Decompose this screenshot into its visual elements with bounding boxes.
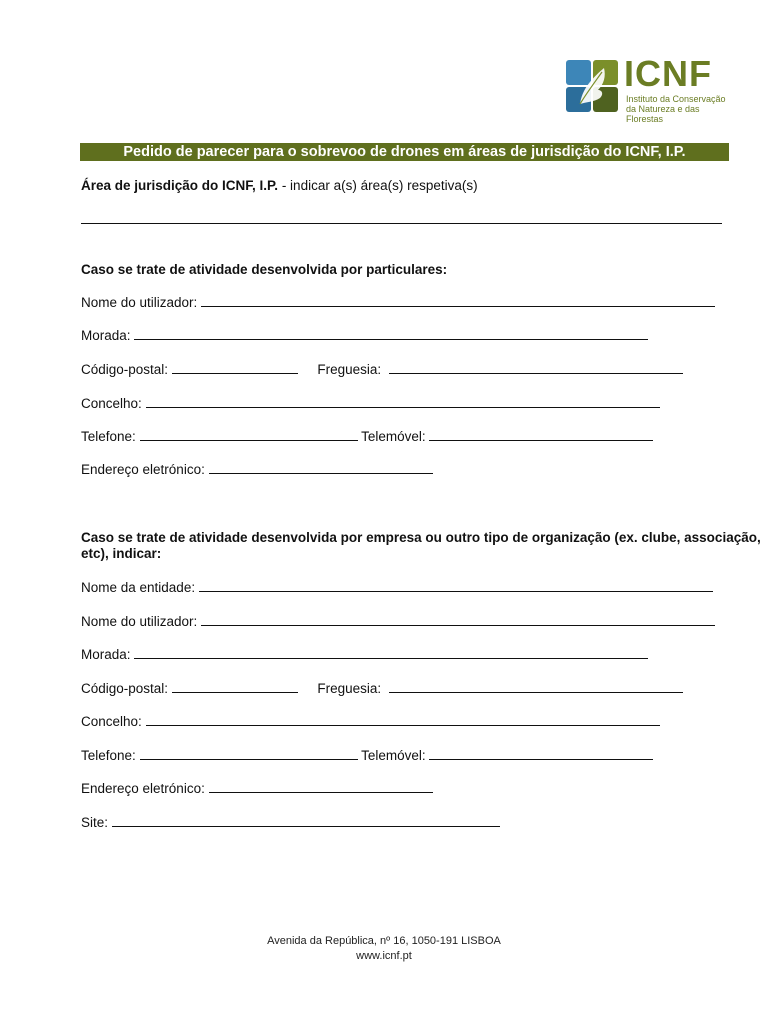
footer-website[interactable]: www.icnf.pt bbox=[356, 950, 412, 962]
empresa-endereco-row bbox=[81, 781, 433, 797]
morada-label: Morada: bbox=[81, 647, 131, 662]
particulares-heading: Caso se trate de atividade desenvolvida por particulares: bbox=[81, 262, 448, 277]
endereco-field[interactable] bbox=[209, 781, 433, 793]
logo-subtitle-line2: da Natureza e das Florestas bbox=[626, 104, 700, 124]
empresa-telefone-row bbox=[81, 748, 653, 764]
telemovel-label: Telemóvel: bbox=[361, 748, 426, 763]
logo-wordmark: ICNF bbox=[624, 53, 712, 94]
nome-entidade-field[interactable] bbox=[199, 580, 713, 592]
endereco-label: Endereço eletrónico: bbox=[81, 462, 205, 477]
telefone-label: Telefone: bbox=[81, 429, 136, 444]
concelho-field[interactable] bbox=[146, 396, 660, 408]
nome-entidade-label: Nome da entidade: bbox=[81, 580, 196, 595]
logo-subtitle-line1: Instituto da Conservação bbox=[626, 94, 726, 104]
freguesia-field[interactable] bbox=[389, 362, 683, 374]
particulares-codigo-postal-row bbox=[81, 362, 683, 378]
site-label: Site: bbox=[81, 815, 109, 830]
endereco-field[interactable] bbox=[209, 462, 433, 474]
concelho-label: Concelho: bbox=[81, 714, 142, 729]
particulares-telefone-row bbox=[81, 429, 653, 445]
morada-field[interactable] bbox=[134, 328, 648, 340]
empresa-codigo-postal-row bbox=[81, 681, 683, 697]
morada-field[interactable] bbox=[134, 647, 648, 659]
particulares-nome-utilizador-row bbox=[81, 295, 715, 311]
concelho-field[interactable] bbox=[146, 714, 660, 726]
concelho-label: Concelho: bbox=[81, 396, 142, 411]
empresa-concelho-row bbox=[81, 714, 660, 730]
nome-utilizador-label: Nome do utilizador: bbox=[81, 295, 198, 310]
codigo-postal-field[interactable] bbox=[172, 681, 298, 693]
particulares-concelho-row bbox=[81, 396, 660, 412]
empresa-heading-line2: etc), indicar: bbox=[81, 546, 162, 561]
freguesia-label: Freguesia: bbox=[317, 362, 382, 377]
codigo-postal-label: Código-postal: bbox=[81, 362, 169, 377]
area-jurisdicao-label bbox=[81, 178, 478, 194]
endereco-label: Endereço eletrónico: bbox=[81, 781, 205, 796]
site-field[interactable] bbox=[112, 815, 500, 827]
nome-utilizador-field[interactable] bbox=[201, 614, 715, 626]
form-title: Pedido de parecer para o sobrevoo de drones em áreas de jurisdição do ICNF, I.P. bbox=[80, 143, 729, 161]
telefone-field[interactable] bbox=[140, 429, 358, 441]
telemovel-field[interactable] bbox=[429, 748, 653, 760]
telemovel-field[interactable] bbox=[429, 429, 653, 441]
telefone-field[interactable] bbox=[140, 748, 358, 760]
nome-utilizador-field[interactable] bbox=[201, 295, 715, 307]
logo-subtitle bbox=[626, 94, 736, 124]
freguesia-label: Freguesia: bbox=[317, 681, 382, 696]
codigo-postal-label: Código-postal: bbox=[81, 681, 169, 696]
empresa-site-row bbox=[81, 815, 500, 831]
morada-label: Morada: bbox=[81, 328, 131, 343]
footer-address: Avenida da República, nº 16, 1050-191 LISBOA bbox=[267, 935, 501, 947]
empresa-nome-entidade-row bbox=[81, 580, 713, 596]
freguesia-field[interactable] bbox=[389, 681, 683, 693]
area-jurisdicao-field[interactable] bbox=[81, 212, 722, 228]
empresa-heading-line1: Caso se trate de atividade desenvolvida por empresa ou outro tipo de organização (ex. clube, associação, bbox=[81, 530, 761, 545]
oak-leaf-logo-icon bbox=[566, 60, 618, 112]
telemovel-label: Telemóvel: bbox=[361, 429, 426, 444]
codigo-postal-field[interactable] bbox=[172, 362, 298, 374]
empresa-morada-row bbox=[81, 647, 648, 663]
nome-utilizador-label: Nome do utilizador: bbox=[81, 614, 198, 629]
empresa-nome-utilizador-row bbox=[81, 614, 715, 630]
area-label-rest: - indicar a(s) área(s) respetiva(s) bbox=[278, 178, 478, 193]
area-label-bold: Área de jurisdição do ICNF, I.P. bbox=[81, 178, 279, 193]
particulares-morada-row bbox=[81, 328, 648, 344]
particulares-endereco-row bbox=[81, 462, 433, 478]
telefone-label: Telefone: bbox=[81, 748, 136, 763]
